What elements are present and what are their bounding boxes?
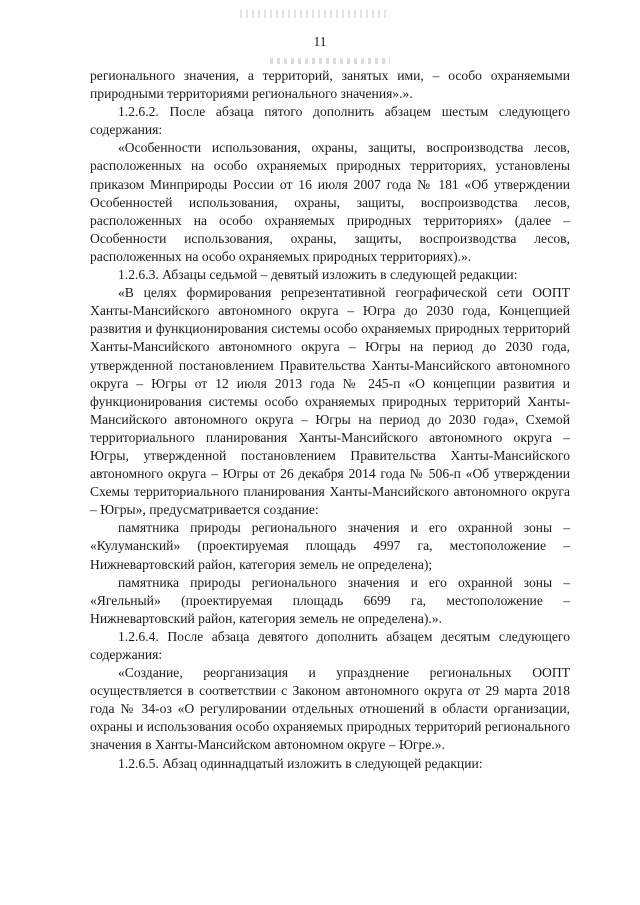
scan-artifact	[270, 58, 390, 64]
paragraph: регионального значения, а территорий, занятых ими, – особо охраняемыми природными территориями регионального значения».».	[90, 68, 570, 102]
paragraph: 1.2.6.5. Абзац одиннадцатый изложить в следующей редакции:	[118, 755, 483, 771]
document-body	[90, 67, 570, 773]
page-number: 11	[313, 34, 327, 49]
paragraph: 1.2.6.2. После абзаца пятого дополнить абзацем шестым следующего содержания:	[90, 104, 570, 138]
paragraph: «Создание, реорганизация и упразднение региональных ООПТ осуществляется в соответствии с Законом автономного округа от 29 марта 2018 года № 34-оз «О регулировании отдельных отношений в области организации, охраны и использования особо охраняемых природных территорий регионального значения в Ханты-Мансийском автономном округе – Югре.».	[90, 665, 570, 753]
paragraph: памятника природы регионального значения и его охранной зоны – «Ягельный» (проектируемая площадь 6699 га, местоположение – Нижневартовский район, категория земель не определена).».	[90, 574, 570, 626]
paragraph: «В целях формирования репрезентативной географической сети ООПТ Ханты-Мансийского автономного округа – Югра до 2030 года, Концепцией развития и функционирования системы особо охраняемых природных территорий Ханты-Мансийского автономного округа – Югры на период до 2030 года, утвержденной постановлением Правительства Ханты-Мансийского автономного округа – Югры от 12 июля 2013 года № 245-п «О концепции развития и функционирования системы особо охраняемых природных территорий Ханты-Мансийского автономного округа – Югры на период до 2030 года», Схемой территориального планирования Ханты-Мансийского автономного округа – Югры, утвержденной постановлением Правительства Ханты-Мансийского автономного округа – Югры от 26 декабря 2014 года № 506-п «Об утверждении Схемы территориального планирования Ханты-Мансийского автономного округа – Югры», предусматривается создание:	[90, 285, 570, 518]
paragraph: 1.2.6.4. После абзаца девятого дополнить абзацем десятым следующего содержания:	[90, 628, 570, 662]
scan-artifact	[240, 10, 390, 18]
paragraph: 1.2.6.3. Абзацы седьмой – девятый изложить в следующей редакции:	[118, 267, 518, 283]
paragraph: памятника природы регионального значения и его охранной зоны – «Кулуманский» (проектируемая площадь 4997 га, местоположение – Нижневартовский район, категория земель не определена);	[90, 520, 570, 572]
paragraph: «Особенности использования, охраны, защиты, воспроизводства лесов, расположенных на особо охраняемых природных территориях, установлены приказом Минприроды России от 16 июля 2007 года № 181 «Об утверждении Особенностей использования, охраны, защиты, воспроизводства лесов, расположенных на особо охраняемых природных территориях» (далее – Особенности использования, охраны, защиты, воспроизводства лесов, расположенных на особо охраняемых природных территориях).».	[90, 140, 570, 264]
